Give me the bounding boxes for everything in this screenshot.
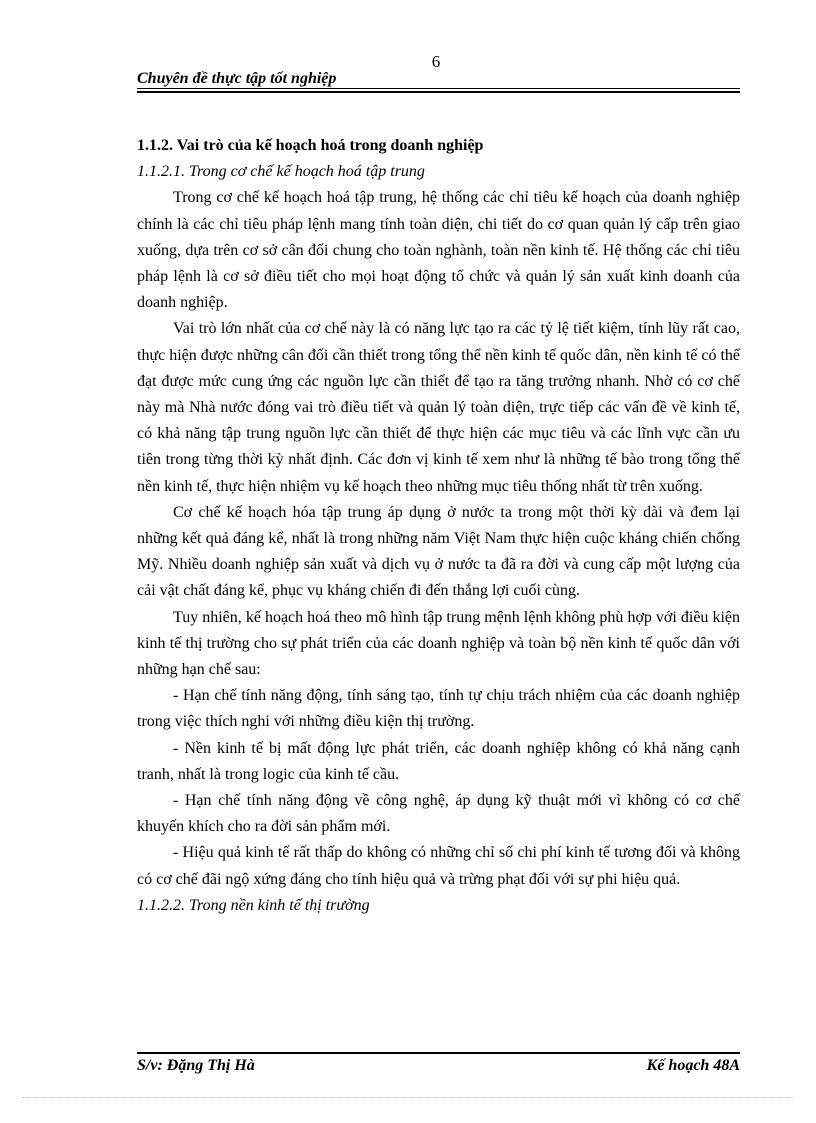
subsection-heading-2: 1.1.2.2. Trong nền kinh tế thị trường: [137, 896, 370, 914]
document-body: [137, 133, 740, 919]
paragraph: Cơ chế kế hoạch hóa tập trung áp dụng ở nước ta trong một thời kỳ dài và đem lại những kết quả đáng kể, nhất là trong những năm Việt Nam thực hiện cuộc kháng chiến chống Mỹ. Nhiều doanh nghiệp sản xuất và dịch vụ ở nước ta đã ra đời và cung cấp một lượng của cải vật chất đáng kể, phục vụ kháng chiến đi đến thắng lợi cuối cùng.: [137, 503, 740, 600]
bullet-paragraph: - Hiệu quả kinh tế rất thấp do không có những chỉ số chi phí kinh tế tương đối và không có cơ chế đãi ngộ xứng đáng cho tính hiệu quả và trừng phạt đối với sự phi hiệu quả.: [137, 844, 740, 888]
subsection-heading-1: 1.1.2.1. Trong cơ chế kế hoạch hoá tập trung: [137, 163, 425, 181]
header-title: Chuyên đề thực tập tốt nghiệp: [137, 70, 337, 87]
bullet-paragraph: - Nền kinh tế bị mất động lực phát triển, các doanh nghiệp không có khả năng cạnh tranh, nhất là trong logic của kinh tế cầu.: [137, 739, 740, 783]
paragraph: Tuy nhiên, kế hoạch hoá theo mô hình tập trung mệnh lệnh không phù hợp với điều kiện kinh tế thị trường cho sự phát triển của các doanh nghiệp và toàn bộ nền kinh tế quốc dân với những hạn chế sau:: [137, 608, 740, 679]
paragraph: Trong cơ chế kế hoạch hoá tập trung, hệ thống các chỉ tiêu kế hoạch của doanh nghiệp chính là các chỉ tiêu pháp lệnh mang tính toàn diện, chi tiết do cơ quan quản lý cấp trên giao xuống, dựa trên cơ sở cân đối chung cho toàn nghành, toàn nền kinh tế. Hệ thống các chỉ tiêu pháp lệnh là cơ sở điều tiết cho mọi hoạt động tổ chức và quản lý sản xuất kinh doanh của doanh nghiệp.: [137, 189, 740, 312]
header-rule: [137, 88, 740, 89]
paragraph: Vai trò lớn nhất của cơ chế này là có năng lực tạo ra các tỷ lệ tiết kiệm, tính lũy rất cao, thực hiện được những cân đối cần thiết trong tổng thể nền kinh tế quốc dân, nền kinh tế có thể đạt được mức cung ứng các nguồn lực cần thiết để tạo ra tăng trưởng nhanh. Nhờ có cơ chế này mà Nhà nước đóng vai trò điều tiết và quản lý toàn diện, trực tiếp các vấn đề về kinh tế, có khả năng tập trung nguồn lực cần thiết để thực hiện các mục tiêu và các lĩnh vực cần ưu tiên trong từng thời kỳ nhất định. Các đơn vị kinh tế xem như là những tế bào trong tổng thể nền kinh tế, thực hiện nhiệm vụ kế hoạch theo những mục tiêu thống nhất từ trên xuống.: [137, 320, 740, 495]
page-edge: [22, 1097, 794, 1098]
section-heading: 1.1.2. Vai trò của kế hoạch hoá trong doanh nghiệp: [137, 137, 484, 154]
footer-rule: [137, 1052, 740, 1054]
footer-author: S/v: Đặng Thị Hà: [137, 1057, 255, 1074]
footer-class: Kế hoạch 48A: [646, 1057, 740, 1074]
header-rule-thick: [137, 91, 740, 93]
bullet-paragraph: - Hạn chế tính năng động về công nghệ, áp dụng kỹ thuật mới vì không có cơ chế khuyến khích cho ra đời sản phẩm mới.: [137, 792, 740, 836]
bullet-paragraph: - Hạn chế tính năng động, tính sáng tạo, tính tự chịu trách nhiệm của các doanh nghiệp trong việc thích nghi với những điều kiện thị trường.: [137, 687, 740, 731]
page-number: 6: [431, 52, 441, 71]
